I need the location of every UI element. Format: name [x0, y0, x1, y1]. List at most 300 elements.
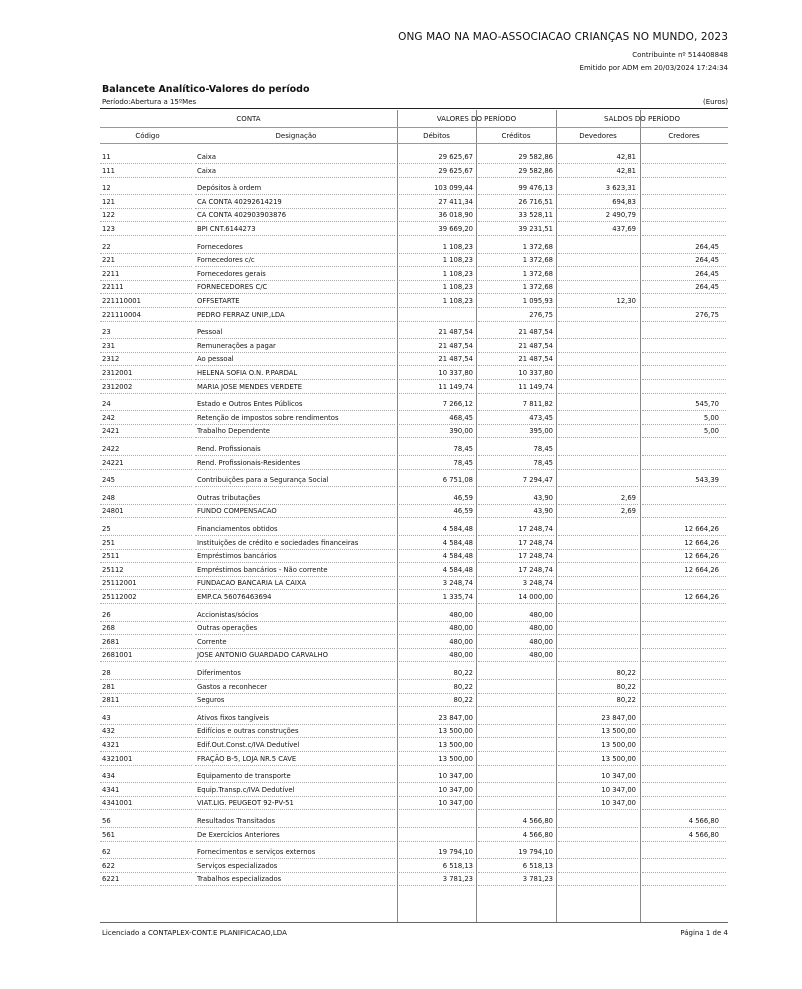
cell-cred	[478, 714, 553, 723]
cell-dev	[558, 270, 636, 279]
row-dotted-rule	[100, 235, 192, 236]
cell-dev: 80,22	[616, 696, 636, 705]
license-text: Licenciado a CONTAPLEX-CONT.E PLANIFICACAO,LDA	[102, 929, 287, 937]
row-dotted-rule	[195, 535, 395, 536]
cell-dev	[558, 256, 636, 265]
row-dotted-rule	[399, 221, 474, 222]
row-dotted-rule	[642, 321, 726, 322]
row-dotted-rule	[195, 782, 395, 783]
contribuinte-number: Contribuinte nº 514408848	[632, 51, 728, 59]
row-dotted-rule	[399, 410, 474, 411]
cell-dev	[558, 817, 636, 826]
cell-dev	[558, 400, 636, 409]
cell-name: FRAÇÃO B-5, LOJA NR.5 CAVE	[197, 754, 297, 763]
cell-name: Outras operações	[197, 624, 258, 633]
row-dotted-rule	[195, 352, 395, 353]
row-dotted-rule	[478, 504, 554, 505]
cell-deb: 21 487,54	[438, 341, 473, 350]
row-dotted-rule	[195, 576, 395, 577]
cell-name: Rend. Profissionais	[197, 445, 261, 453]
row-dotted-rule	[478, 589, 554, 590]
cell-deb: 468,45	[449, 413, 473, 422]
cell-cred: 99 476,13	[518, 184, 553, 193]
row-dotted-rule	[100, 576, 192, 577]
row-dotted-rule	[195, 321, 395, 322]
row-dotted-rule	[478, 266, 554, 267]
cell-cred	[478, 683, 553, 692]
cell-name: Estado e Outros Entes Públicos	[197, 400, 303, 409]
row-dotted-rule	[478, 809, 554, 810]
cell-cre	[642, 297, 719, 306]
cell-cred: 480,00	[529, 637, 553, 646]
row-dotted-rule	[478, 221, 554, 222]
row-dotted-rule	[100, 253, 192, 254]
cell-code: 251	[102, 538, 115, 547]
cell-deb: 11 149,74	[438, 382, 473, 391]
row-dotted-rule	[478, 338, 554, 339]
row-dotted-rule	[642, 194, 726, 195]
cell-dev: 694,83	[612, 197, 636, 206]
row-dotted-rule	[195, 410, 395, 411]
cell-deb: 27 411,34	[438, 197, 473, 206]
cell-deb: 6 751,08	[442, 476, 473, 485]
cell-deb: 10 337,80	[438, 369, 473, 377]
cell-cred: 473,45	[529, 413, 553, 422]
cell-code: 622	[102, 861, 115, 870]
row-dotted-rule	[478, 679, 554, 680]
row-dotted-rule	[100, 562, 192, 563]
cell-deb: 3 248,74	[442, 579, 473, 588]
cell-cred: 1 372,68	[522, 283, 553, 292]
cell-code: 23	[102, 328, 111, 337]
row-dotted-rule	[642, 796, 726, 797]
row-dotted-rule	[478, 177, 554, 178]
cell-code: 2312002	[102, 382, 133, 391]
row-dotted-rule	[558, 841, 638, 842]
cell-name: Serviços especializados	[197, 861, 278, 870]
cell-deb: 80,22	[453, 696, 473, 705]
cell-cred: 1 372,68	[522, 256, 553, 265]
row-dotted-rule	[478, 307, 554, 308]
row-dotted-rule	[478, 517, 554, 518]
cell-cred: 11 149,74	[518, 382, 553, 391]
cell-deb: 21 487,54	[438, 328, 473, 337]
row-dotted-rule	[558, 809, 638, 810]
row-dotted-rule	[195, 486, 395, 487]
cell-name: Retenção de impostos sobre rendimentos	[197, 413, 339, 422]
cell-cre: 545,70	[695, 400, 719, 409]
cell-dev: 437,69	[612, 225, 636, 233]
row-dotted-rule	[478, 379, 554, 380]
row-dotted-rule	[100, 809, 192, 810]
cell-code: 2312	[102, 355, 120, 364]
row-dotted-rule	[100, 293, 192, 294]
cell-cred: 29 582,86	[518, 166, 553, 175]
cell-cre	[642, 799, 719, 808]
cell-code: 2421	[102, 427, 120, 436]
row-dotted-rule	[195, 365, 395, 366]
cell-deb: 29 625,67	[438, 166, 473, 175]
cell-dev: 2 490,79	[605, 211, 636, 220]
row-dotted-rule	[399, 661, 474, 662]
row-dotted-rule	[642, 424, 726, 425]
row-dotted-rule	[478, 194, 554, 195]
cell-dev	[558, 831, 636, 840]
row-dotted-rule	[642, 504, 726, 505]
row-dotted-rule	[478, 562, 554, 563]
row-dotted-rule	[558, 455, 638, 456]
row-dotted-rule	[642, 679, 726, 680]
cell-cre	[642, 651, 719, 660]
cell-name: EMP.CA 56076463694	[197, 593, 272, 601]
row-dotted-rule	[642, 841, 726, 842]
cell-code: 2511	[102, 552, 120, 561]
row-dotted-rule	[100, 603, 192, 604]
row-dotted-rule	[642, 365, 726, 366]
row-dotted-rule	[100, 765, 192, 766]
row-dotted-rule	[100, 751, 192, 752]
cell-deb: 29 625,67	[438, 153, 473, 161]
row-dotted-rule	[399, 827, 474, 828]
cell-name: FUNDO COMPENSACAO	[197, 507, 277, 516]
cell-cred	[478, 727, 553, 736]
cell-dev	[558, 311, 636, 320]
row-dotted-rule	[100, 365, 192, 366]
cell-dev	[558, 593, 636, 602]
cell-code: 221110001	[102, 297, 141, 305]
row-dotted-rule	[558, 535, 638, 536]
cell-dev	[558, 476, 636, 485]
cell-deb: 1 335,74	[442, 593, 473, 601]
row-dotted-rule	[399, 576, 474, 577]
cell-cred: 21 487,54	[518, 341, 553, 350]
report-period: Período:Abertura a 15ºMes	[102, 98, 197, 106]
cell-name: Pessoal	[197, 328, 223, 337]
cell-code: 122	[102, 211, 115, 220]
cell-code: 25112002	[102, 593, 137, 601]
row-dotted-rule	[642, 253, 726, 254]
cell-cred: 10 337,80	[518, 369, 553, 377]
cell-cred	[478, 772, 553, 781]
row-dotted-rule	[642, 724, 726, 725]
cell-name: Equip.Transp.c/IVA Dedutível	[197, 785, 295, 794]
row-dotted-rule	[399, 321, 474, 322]
row-dotted-rule	[399, 872, 474, 873]
cell-dev	[558, 243, 636, 252]
cell-cred: 480,00	[529, 651, 553, 660]
col-header-codigo: Código	[135, 132, 160, 140]
row-dotted-rule	[195, 751, 395, 752]
cell-code: 2681001	[102, 651, 133, 660]
row-dotted-rule	[195, 504, 395, 505]
row-dotted-rule	[478, 549, 554, 550]
cell-cre: 12 664,26	[684, 552, 719, 561]
row-dotted-rule	[478, 724, 554, 725]
row-dotted-rule	[558, 504, 638, 505]
cell-name: Accionistas/sócios	[197, 610, 259, 619]
row-dotted-rule	[399, 679, 474, 680]
cell-dev	[558, 539, 636, 548]
cell-code: 123	[102, 225, 115, 233]
cell-cre	[642, 211, 719, 220]
cell-deb: 46,59	[453, 493, 473, 502]
cell-name: Rend. Profissionais-Residentes	[197, 458, 301, 467]
cell-dev	[558, 328, 636, 337]
row-dotted-rule	[399, 365, 474, 366]
row-dotted-rule	[100, 266, 192, 267]
row-dotted-rule	[100, 549, 192, 550]
cell-deb	[399, 311, 473, 320]
cell-cre	[642, 328, 719, 337]
cell-cre: 12 664,26	[684, 525, 719, 533]
cell-cred: 78,45	[533, 458, 553, 467]
cell-cred: 395,00	[529, 427, 553, 436]
row-dotted-rule	[100, 661, 192, 662]
cell-code: 11	[102, 153, 111, 161]
cell-dev: 2,69	[620, 493, 636, 502]
row-dotted-rule	[195, 517, 395, 518]
row-dotted-rule	[100, 280, 192, 281]
cell-dev: 13 500,00	[601, 754, 636, 763]
row-dotted-rule	[642, 706, 726, 707]
cell-code: 25	[102, 525, 111, 533]
row-dotted-rule	[195, 194, 395, 195]
cell-cre	[642, 727, 719, 736]
cell-code: 62	[102, 848, 111, 857]
row-dotted-rule	[478, 872, 554, 873]
cell-name: CA CONTA 40292614219	[197, 197, 282, 206]
cell-deb: 13 500,00	[438, 754, 473, 763]
cell-cred: 17 248,74	[518, 525, 553, 533]
row-dotted-rule	[195, 469, 395, 470]
row-dotted-rule	[558, 194, 638, 195]
cell-dev	[558, 369, 636, 378]
row-dotted-rule	[195, 809, 395, 810]
cell-name: Trabalhos especializados	[197, 875, 282, 884]
cell-cred	[478, 755, 553, 764]
row-dotted-rule	[478, 208, 554, 209]
row-dotted-rule	[478, 424, 554, 425]
row-dotted-rule	[399, 885, 474, 886]
cell-name: Edif.Out.Const.c/IVA Dedutível	[197, 741, 300, 749]
cell-code: 2811	[102, 696, 120, 705]
row-dotted-rule	[100, 177, 192, 178]
cell-code: 24	[102, 400, 111, 409]
row-dotted-rule	[478, 321, 554, 322]
row-dotted-rule	[399, 562, 474, 563]
row-dotted-rule	[558, 634, 638, 635]
row-dotted-rule	[195, 737, 395, 738]
row-dotted-rule	[100, 469, 192, 470]
row-dotted-rule	[558, 562, 638, 563]
cell-deb: 7 266,12	[442, 400, 473, 409]
cell-dev	[558, 638, 636, 647]
cell-cre: 4 566,80	[688, 817, 719, 825]
cell-code: 28	[102, 669, 111, 677]
cell-code: 25112	[102, 565, 124, 574]
cell-name: OFFSETARTE	[197, 297, 240, 305]
row-dotted-rule	[558, 872, 638, 873]
row-dotted-rule	[642, 751, 726, 752]
row-dotted-rule	[195, 208, 395, 209]
cell-name: Fornecedores c/c	[197, 256, 255, 265]
cell-cre	[642, 683, 719, 692]
col-header-creditos: Créditos	[501, 132, 531, 140]
cell-dev	[558, 651, 636, 660]
cell-cred: 1 095,93	[522, 297, 553, 305]
cell-cre: 12 664,26	[684, 593, 719, 601]
row-dotted-rule	[399, 235, 474, 236]
row-dotted-rule	[642, 437, 726, 438]
cell-dev	[558, 427, 636, 436]
cell-name: HELENA SOFIA O.N. P.PARDAL	[197, 369, 298, 377]
row-dotted-rule	[399, 751, 474, 752]
cell-deb: 3 781,23	[442, 875, 473, 884]
cell-dev	[558, 283, 636, 292]
cell-name: Corrente	[197, 637, 227, 646]
cell-deb: 10 347,00	[438, 772, 473, 781]
row-dotted-rule	[100, 782, 192, 783]
cell-cred: 4 566,80	[522, 830, 553, 839]
row-dotted-rule	[195, 235, 395, 236]
row-dotted-rule	[399, 280, 474, 281]
cell-deb: 480,00	[449, 610, 473, 619]
row-dotted-rule	[100, 872, 192, 873]
row-dotted-rule	[642, 517, 726, 518]
row-dotted-rule	[478, 486, 554, 487]
cell-deb: 1 108,23	[442, 297, 473, 305]
row-dotted-rule	[399, 858, 474, 859]
row-dotted-rule	[558, 469, 638, 470]
row-dotted-rule	[399, 266, 474, 267]
cell-dev: 10 347,00	[601, 772, 636, 781]
row-dotted-rule	[399, 765, 474, 766]
cell-deb: 46,59	[453, 507, 473, 516]
row-dotted-rule	[558, 437, 638, 438]
row-dotted-rule	[100, 841, 192, 842]
row-dotted-rule	[100, 194, 192, 195]
cell-name: PEDRO FERRAZ UNIP.,LDA	[197, 310, 285, 319]
row-dotted-rule	[558, 693, 638, 694]
row-dotted-rule	[558, 765, 638, 766]
row-dotted-rule	[558, 393, 638, 394]
row-dotted-rule	[558, 379, 638, 380]
cell-code: 24221	[102, 458, 124, 467]
cell-dev: 80,22	[616, 682, 636, 691]
row-dotted-rule	[399, 517, 474, 518]
row-dotted-rule	[478, 706, 554, 707]
row-dotted-rule	[642, 486, 726, 487]
cell-cre	[642, 342, 719, 351]
col-header-designacao: Designação	[275, 132, 317, 140]
group-header-valores: VALORES DO PERÍODO	[436, 115, 517, 123]
row-dotted-rule	[478, 634, 554, 635]
row-dotted-rule	[195, 163, 395, 164]
row-dotted-rule	[399, 706, 474, 707]
row-dotted-rule	[478, 365, 554, 366]
cell-cre	[642, 198, 719, 207]
col-header-devedores: Devedores	[579, 132, 617, 140]
row-dotted-rule	[478, 661, 554, 662]
cell-deb: 4 584,48	[442, 525, 473, 533]
cell-code: 24801	[102, 507, 124, 516]
row-dotted-rule	[478, 693, 554, 694]
row-dotted-rule	[642, 827, 726, 828]
cell-deb: 1 108,23	[442, 256, 473, 265]
row-dotted-rule	[100, 621, 192, 622]
cell-code: 22	[102, 242, 111, 251]
row-dotted-rule	[558, 737, 638, 738]
cell-cre	[642, 494, 719, 503]
cell-deb: 6 518,13	[442, 861, 473, 870]
cell-cred	[478, 669, 553, 678]
cell-code: 561	[102, 830, 115, 839]
cell-name: Empréstimos bancários - Não corrente	[197, 565, 328, 574]
row-dotted-rule	[195, 338, 395, 339]
row-dotted-rule	[100, 634, 192, 635]
cell-name: CA CONTA 402903903876	[197, 211, 287, 220]
row-dotted-rule	[195, 621, 395, 622]
cell-cre	[642, 755, 719, 764]
row-dotted-rule	[558, 424, 638, 425]
cell-code: 432	[102, 727, 115, 736]
cell-deb: 21 487,54	[438, 355, 473, 364]
row-dotted-rule	[558, 221, 638, 222]
row-dotted-rule	[399, 455, 474, 456]
row-dotted-rule	[642, 293, 726, 294]
cell-name: Depósitos à ordem	[197, 184, 262, 193]
cell-dev	[558, 459, 636, 468]
cell-code: 56	[102, 817, 111, 825]
cell-cred: 1 372,68	[522, 269, 553, 278]
row-dotted-rule	[195, 693, 395, 694]
row-dotted-rule	[399, 841, 474, 842]
cell-deb: 480,00	[449, 624, 473, 633]
row-dotted-rule	[642, 621, 726, 622]
cell-name: Equipamento de transporte	[197, 772, 291, 781]
cell-dev	[558, 445, 636, 454]
row-dotted-rule	[558, 549, 638, 550]
cell-cre: 12 664,26	[684, 565, 719, 574]
row-dotted-rule	[642, 163, 726, 164]
cell-cre	[642, 579, 719, 588]
cell-code: 25112001	[102, 579, 137, 588]
cell-name: MARIA JOSE MENDES VERDETE	[197, 382, 303, 391]
row-dotted-rule	[642, 576, 726, 577]
row-dotted-rule	[195, 858, 395, 859]
row-dotted-rule	[399, 724, 474, 725]
row-dotted-rule	[195, 177, 395, 178]
row-dotted-rule	[100, 589, 192, 590]
row-dotted-rule	[558, 307, 638, 308]
row-dotted-rule	[478, 827, 554, 828]
cell-deb: 103 099,44	[434, 184, 473, 193]
cell-cre	[642, 445, 719, 454]
row-dotted-rule	[100, 827, 192, 828]
cell-cre	[642, 714, 719, 723]
row-dotted-rule	[195, 796, 395, 797]
cell-cred: 6 518,13	[522, 861, 553, 870]
cell-cre: 264,45	[695, 242, 719, 251]
cell-dev	[558, 624, 636, 633]
cell-cre	[642, 862, 719, 871]
cell-name: Caixa	[197, 166, 216, 175]
cell-cred: 33 528,11	[518, 211, 553, 220]
row-dotted-rule	[100, 693, 192, 694]
cell-cre: 5,00	[703, 413, 719, 422]
organization-name: ONG MAO NA MAO-ASSOCIACAO CRIANÇAS NO MUNDO, 2023	[398, 31, 728, 43]
cell-cred: 78,45	[533, 445, 553, 453]
